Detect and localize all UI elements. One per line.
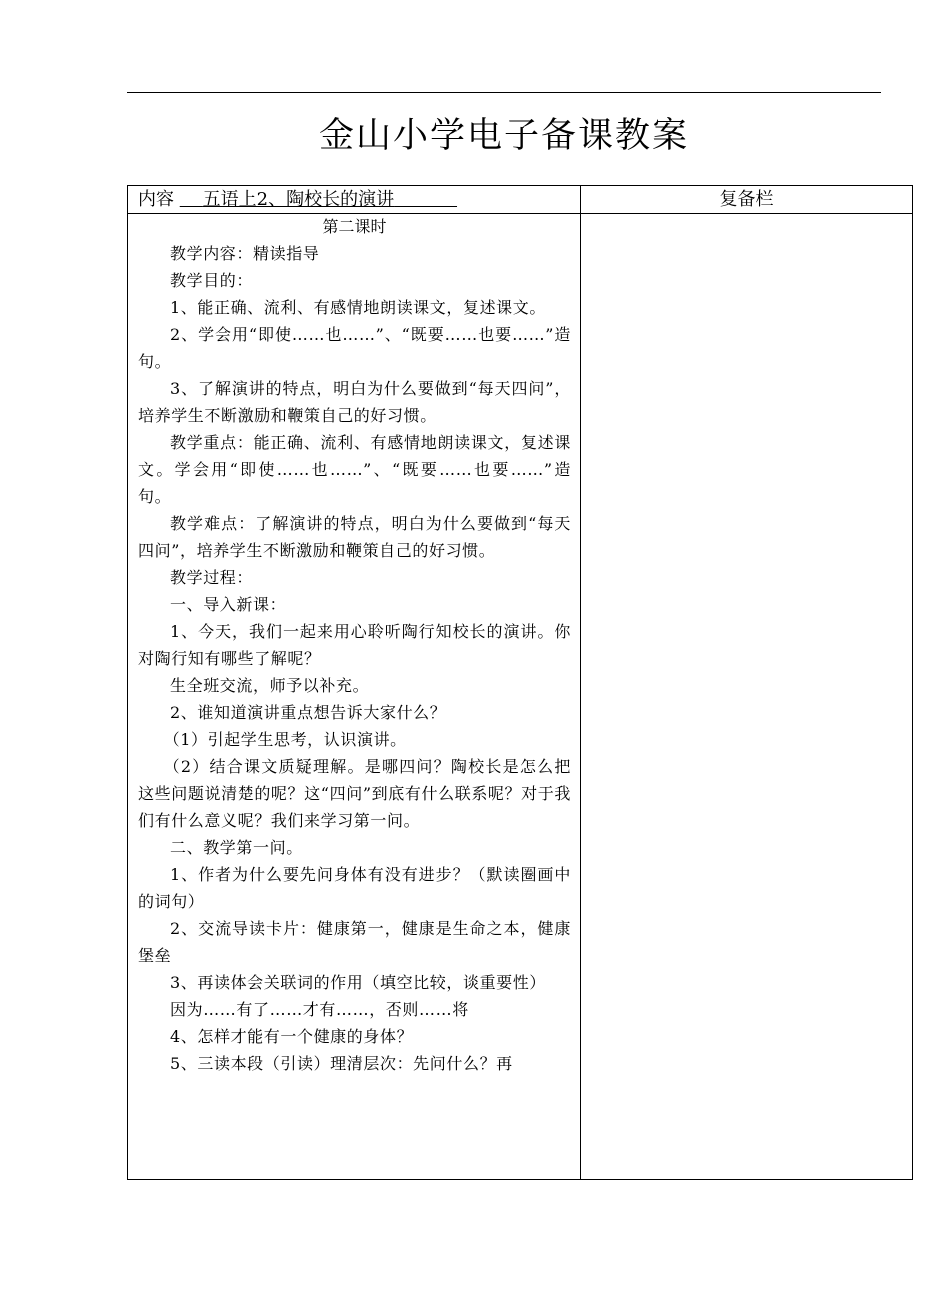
- page-title: 金山小学电子备课教案: [318, 116, 689, 156]
- content-label: 内容: [138, 189, 174, 210]
- paragraph: 1、能正确、流利、有感情地朗读课文，复述课文。: [170, 298, 546, 317]
- paragraph: （2）结合课文质疑理解。是哪四问？陶校长是怎么把这些问题说清楚的呢？这“四问”到底有什么联系呢？对于我们有什么意义呢？我们来学习第一问。: [138, 757, 571, 830]
- paragraph: 4、怎样才能有一个健康的身体？: [170, 1027, 414, 1046]
- paragraph: 生全班交流，师予以补充。: [170, 676, 370, 695]
- paragraph: 2、学会用“即使……也……”、“既要……也要……”造句。: [138, 325, 571, 371]
- paragraph: 教学目的：: [170, 271, 254, 290]
- table-body-row: [128, 214, 913, 1180]
- paragraph: 教学过程：: [170, 568, 254, 587]
- paragraph: 5、三读本段（引读）理清层次：先问什么？再: [170, 1054, 513, 1073]
- paragraph: 1、作者为什么要先问身体有没有进步？（默读圈画中的词句）: [138, 865, 571, 911]
- table-header-row: [128, 186, 913, 214]
- paragraph: 因为……有了……才有……，否则……将: [170, 1000, 469, 1019]
- paragraph: 3、了解演讲的特点，明白为什么要做到“每天四问”，培养学生不断激励和鞭策自己的好习惯。: [138, 379, 571, 425]
- top-rule: [127, 92, 881, 93]
- paragraph: 教学重点：能正确、流利、有感情地朗读课文，复述课文。学会用“即使……也……”、“既要……也要……”造句。: [138, 433, 571, 506]
- paragraph: 教学难点：了解演讲的特点，明白为什么要做到“每天四问”，培养学生不断激励和鞭策自己的好习惯。: [138, 514, 571, 560]
- lesson-content-cell: [128, 214, 581, 1180]
- content-value: 五语上2、陶校长的演讲: [202, 189, 395, 210]
- lesson-label: 第二课时: [322, 217, 387, 236]
- paragraph: 一、导入新课：: [170, 595, 287, 614]
- paragraph: 教学内容：精读指导: [170, 244, 320, 263]
- content-header-cell: [128, 186, 581, 214]
- paragraph: 1、今天，我们一起来用心聆听陶行知校长的演讲。你对陶行知有哪些了解呢？: [138, 622, 571, 668]
- side-notes-cell: [581, 214, 913, 1180]
- paragraph: 二、教学第一问。: [170, 838, 303, 857]
- paragraph: 2、交流导读卡片：健康第一，健康是生命之本，健康堡垒: [138, 919, 571, 965]
- paragraph: 2、谁知道演讲重点想告诉大家什么？: [170, 703, 447, 722]
- paragraph: （1）引起学生思考，认识演讲。: [163, 730, 407, 749]
- side-notes-header: 复备栏: [581, 186, 913, 214]
- lesson-plan-table: [127, 185, 913, 1180]
- paragraph: 3、再读体会关联词的作用（填空比较，谈重要性）: [170, 973, 546, 992]
